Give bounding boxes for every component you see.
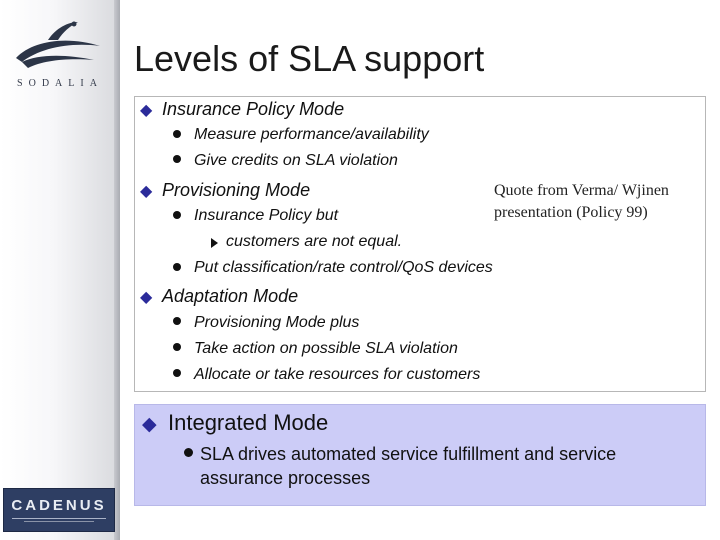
section-heading-text: Insurance Policy Mode	[162, 99, 345, 119]
bullet-dot-icon	[173, 343, 181, 351]
bullet-dot-icon	[173, 369, 181, 377]
section-heading	[140, 286, 298, 307]
triangle-bullet-icon	[211, 238, 218, 248]
quote-line: presentation (Policy 99)	[494, 204, 648, 221]
logo-line	[12, 518, 106, 519]
integrated-heading	[142, 410, 328, 436]
logo-line	[24, 521, 94, 522]
diamond-bullet-icon: ◆	[140, 183, 153, 200]
section-heading-text: Adaptation Mode	[162, 286, 299, 306]
bullet-dot-icon	[173, 130, 181, 138]
bullet-item: Insurance Policy but	[194, 207, 339, 224]
bullet-item: Put classification/rate control/QoS devices	[194, 259, 493, 276]
integrated-heading-text: Integrated Mode	[168, 410, 329, 435]
bullet-item: Take action on possible SLA violation	[194, 340, 458, 357]
section-heading-text: Provisioning Mode	[162, 180, 311, 200]
section-heading	[140, 99, 344, 120]
sub-bullet-item: customers are not equal.	[226, 233, 403, 250]
diamond-bullet-icon: ◆	[140, 289, 153, 306]
slide-title: Levels of SLA support	[134, 38, 485, 79]
diamond-bullet-icon: ◆	[142, 414, 157, 435]
bullet-item: Provisioning Mode plus	[194, 314, 360, 331]
bullet-dot-icon	[173, 155, 181, 163]
quote-line: Quote from Verma/ Wjinen	[494, 182, 669, 199]
cadenus-logo-text: CADENUS	[11, 497, 107, 514]
section-heading	[140, 180, 310, 201]
bullet-item: Give credits on SLA violation	[194, 152, 398, 169]
cadenus-logo	[3, 488, 115, 532]
bullet-dot-icon	[173, 317, 181, 325]
quote-annotation	[494, 180, 704, 224]
integrated-text: SLA drives automated service fulfillment and service assurance processes	[200, 444, 617, 488]
bullet-dot-icon	[173, 263, 181, 271]
bullet-item: Measure performance/availability	[194, 126, 429, 143]
bullet-dot-icon	[173, 211, 181, 219]
sidebar-edge	[114, 0, 120, 540]
diamond-bullet-icon: ◆	[140, 102, 153, 119]
sodalia-logo-text: SODALIA	[17, 78, 103, 89]
bullet-item: Allocate or take resources for customers	[194, 366, 481, 383]
bullet-dot-icon	[184, 448, 193, 457]
